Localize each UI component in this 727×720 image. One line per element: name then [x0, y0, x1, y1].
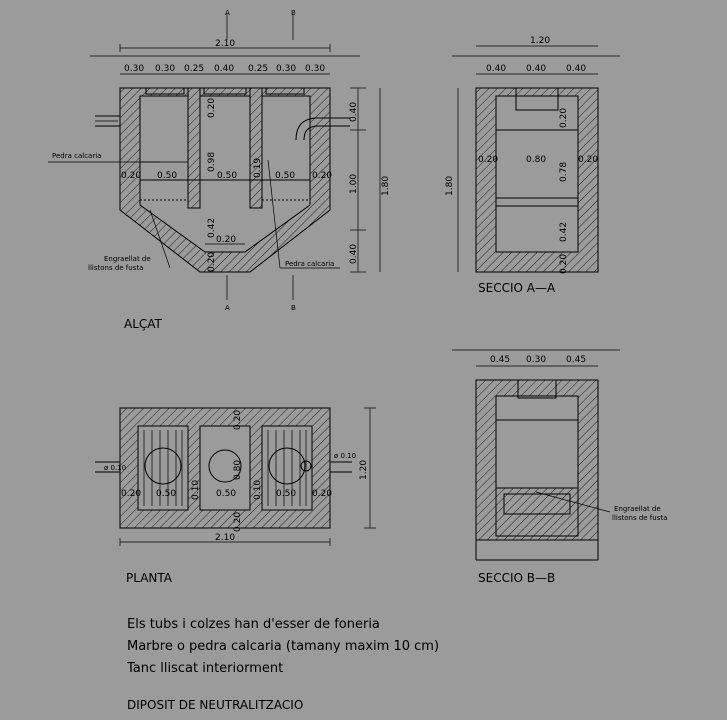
planta-view — [95, 408, 376, 585]
alcat-label-engraellat-2: llistons de fusta — [88, 264, 144, 272]
alcat-mid-dim-5: 0.20 — [312, 171, 333, 181]
seccio-bb-top-dim-1: 0.45 — [490, 355, 511, 365]
alcat-top-dim-7: 0.30 — [305, 64, 326, 74]
planta-total-height: 1.20 — [359, 459, 369, 480]
note-3: Tanc lliscat interiorment — [127, 661, 284, 676]
seccio-aa-vert-4: 0.20 — [559, 253, 569, 274]
alcat-top-dim-2: 0.30 — [155, 64, 176, 74]
planta-mid-dim-3: 0.10 — [191, 479, 201, 500]
planta-pipe-right: ø 0.10 — [334, 452, 357, 460]
planta-vert-center-3: 0.20 — [233, 511, 243, 532]
drawing-title: DIPOSIT DE NEUTRALITZACIO — [127, 698, 304, 712]
seccio-bb-title: SECCIO B—B — [478, 571, 556, 585]
seccio-bb-view — [452, 350, 667, 585]
alcat-vert-center-4: 0.20 — [207, 251, 217, 272]
alcat-top-dim-1: 0.30 — [124, 64, 145, 74]
alcat-mid-dim-1: 0.20 — [121, 171, 142, 181]
alcat-label-pedra-left: Pedra calcaria — [52, 152, 102, 160]
planta-mid-dim-5: 0.10 — [253, 479, 263, 500]
notes — [126, 617, 439, 712]
alcat-mid-dim-4: 0.50 — [275, 171, 296, 181]
alcat-label-engraellat-1: Engraellat de — [104, 255, 151, 263]
alcat-top-dim-4: 0.40 — [214, 64, 235, 74]
planta-total-width: 2.10 — [215, 533, 236, 543]
alcat-section-a-bottom: A — [225, 304, 230, 312]
alcat-mid-dim-2: 0.50 — [157, 171, 178, 181]
seccio-bb-top-dim-2: 0.30 — [526, 355, 547, 365]
alcat-vert-center-1: 0.20 — [207, 97, 217, 118]
seccio-aa-vert-2: 0.78 — [559, 161, 569, 182]
alcat-top-dim-5: 0.25 — [248, 64, 269, 74]
alcat-section-b-bottom: B — [291, 304, 296, 312]
seccio-aa-vert-1: 0.20 — [559, 107, 569, 128]
alcat-total-width: 2.10 — [215, 39, 236, 49]
planta-mid-dim-6: 0.50 — [276, 489, 297, 499]
seccio-bb-top-dim-3: 0.45 — [566, 355, 587, 365]
planta-wall — [120, 408, 333, 528]
seccio-bb-label-engraellat-1: Engraellat de — [614, 505, 661, 513]
alcat-title: ALÇAT — [124, 317, 162, 331]
alcat-section-a-top: A — [225, 9, 230, 17]
seccio-aa-total-height: 1.80 — [445, 175, 455, 196]
seccio-aa-top-dim-2: 0.40 — [526, 64, 547, 74]
alcat-vert-right-3: 0.40 — [349, 243, 359, 264]
alcat-label-pedra-right: Pedra calcaria — [285, 260, 335, 268]
seccio-bb-label-engraellat-2: llistons de fusta — [612, 514, 668, 522]
planta-title: PLANTA — [126, 571, 172, 585]
seccio-aa-top-dim-3: 0.40 — [566, 64, 587, 74]
seccio-aa-vert-3: 0.42 — [559, 221, 569, 242]
alcat-bottom-dim: 0.20 — [216, 235, 237, 245]
planta-mid-dim-4: 0.50 — [216, 489, 237, 499]
alcat-vert-right-2: 1.00 — [349, 173, 359, 194]
alcat-vert-center-2: 0.98 — [207, 151, 217, 172]
planta-mid-dim-7: 0.20 — [312, 489, 333, 499]
alcat-mid-dim-3: 0.50 — [217, 171, 238, 181]
planta-vert-center-1: 0.20 — [233, 409, 243, 430]
alcat-vert-right-inner: 0.19 — [253, 157, 263, 178]
alcat-view — [48, 9, 391, 331]
seccio-aa-view — [445, 36, 620, 295]
alcat-top-dim-6: 0.30 — [276, 64, 297, 74]
note-2: Marbre o pedra calcaria (tamany maxim 10 cm) — [127, 639, 440, 654]
seccio-aa-top-dim-1: 0.40 — [486, 64, 507, 74]
planta-pipe-left: ø 0.10 — [104, 464, 127, 472]
alcat-total-height: 1.80 — [381, 175, 391, 196]
seccio-aa-mid-dim-2: 0.80 — [526, 155, 547, 165]
planta-mid-dim-1: 0.20 — [121, 489, 142, 499]
planta-vert-center-2: 0.80 — [233, 459, 243, 480]
seccio-aa-wall — [476, 88, 598, 272]
planta-mid-dim-2: 0.50 — [156, 489, 177, 499]
alcat-vert-right-1: 0.40 — [349, 101, 359, 122]
seccio-aa-mid-dim-3: 0.20 — [578, 155, 599, 165]
alcat-top-dim-3: 0.25 — [184, 64, 205, 74]
seccio-aa-mid-dim-1: 0.20 — [478, 155, 499, 165]
seccio-aa-title: SECCIO A—A — [478, 281, 556, 295]
seccio-aa-total-width: 1.20 — [530, 36, 551, 46]
alcat-section-b-top: B — [291, 9, 296, 17]
note-1: Els tubs i colzes han d'esser de foneria — [127, 617, 380, 632]
alcat-vert-center-3: 0.42 — [207, 217, 217, 238]
